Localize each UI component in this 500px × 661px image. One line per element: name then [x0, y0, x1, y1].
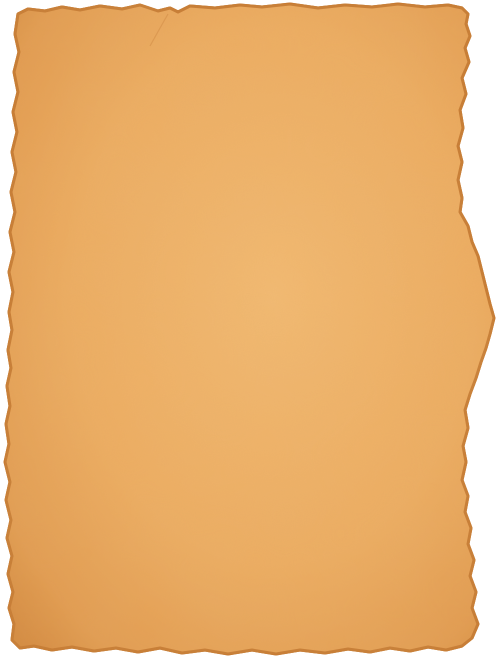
paper-grain-texture — [5, 4, 494, 654]
